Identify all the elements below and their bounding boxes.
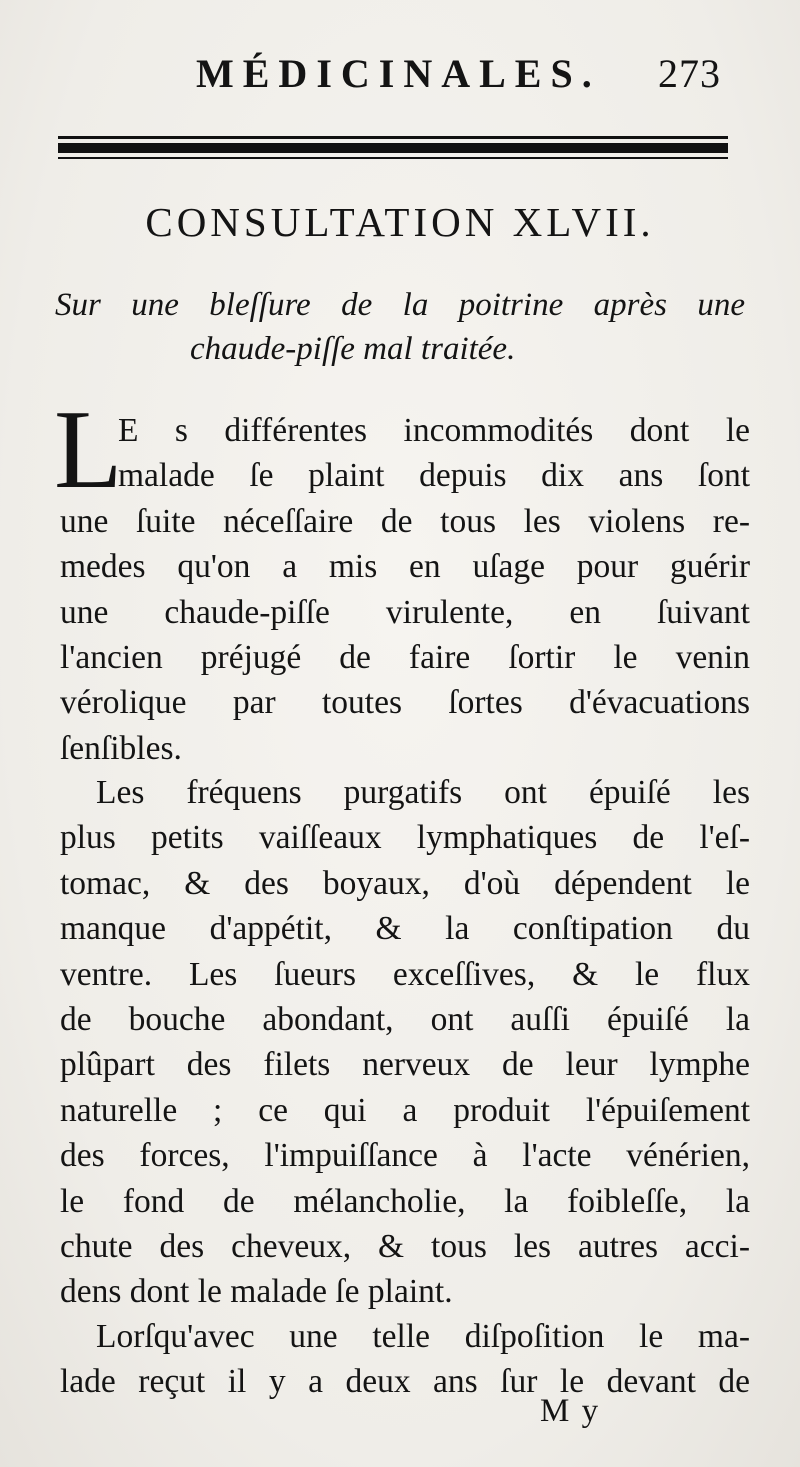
paragraph-1 xyxy=(60,408,750,771)
text-line: naturelle ; ce qui a produit l'épuiſement xyxy=(60,1091,750,1129)
text-line: de bouche abondant, ont auſſi épuiſé la xyxy=(60,1000,750,1038)
text-line: une chaude-piſſe virulente, en ſuivant xyxy=(60,593,750,631)
text-line: une ſuite néceſſaire de tous les violens re- xyxy=(60,502,750,540)
header-rule-bottom xyxy=(58,157,728,159)
text-line: malade ſe plaint depuis dix ans ſont xyxy=(118,457,750,495)
paragraph-2 xyxy=(60,770,750,1315)
text-line: E s différentes incommodités dont le xyxy=(118,412,750,449)
signature-mark: M y xyxy=(540,1393,601,1429)
text-line: chute des cheveux, & tous les autres acci- xyxy=(60,1227,750,1265)
text-line: lade reçut il y a deux ans ſur le devant de xyxy=(60,1363,750,1401)
header-rule-thick xyxy=(58,143,728,153)
header-rule-top xyxy=(58,136,728,139)
paragraph-3 xyxy=(60,1314,750,1405)
subtitle-line-2: chaude-piſſe mal traitée. xyxy=(190,331,516,367)
text-line: le fond de mélancholie, la foibleſſe, la xyxy=(60,1182,750,1220)
drop-cap: L xyxy=(54,388,123,512)
text-line: Les fréquens purgatifs ont épuiſé les xyxy=(96,774,750,811)
text-line: l'ancien préjugé de faire ſortir le venin xyxy=(60,638,750,676)
text-line: plus petits vaiſſeaux lymphatiques de l'eſ- xyxy=(60,819,750,857)
subtitle-line-1: Sur une bleſſure de la poitrine après une xyxy=(55,287,745,323)
text-line: des forces, l'impuiſſance à l'acte vénérien, xyxy=(60,1137,750,1175)
text-line: tomac, & des boyaux, d'où dépendent le xyxy=(60,864,750,902)
page-number: 273 xyxy=(658,51,721,96)
running-title: MÉDICINALES. xyxy=(196,51,601,96)
text-line: manque d'appétit, & la conſtipation du xyxy=(60,910,750,948)
text-line: plûpart des filets nerveux de leur lymphe xyxy=(60,1046,750,1084)
running-head xyxy=(0,42,800,102)
text-line: ventre. Les ſueurs exceſſives, & le flux xyxy=(60,955,750,993)
text-line: medes qu'on a mis en uſage pour guérir xyxy=(60,548,750,586)
text-line: dens dont le malade ſe plaint. xyxy=(60,1273,453,1311)
text-line: ſenſibles. xyxy=(60,729,182,767)
consultation-heading: CONSULTATION XLVII. xyxy=(145,199,655,245)
text-line: vérolique par toutes ſortes d'évacuations xyxy=(60,684,750,722)
text-line: Lorſqu'avec une telle diſpoſition le ma- xyxy=(96,1318,750,1355)
